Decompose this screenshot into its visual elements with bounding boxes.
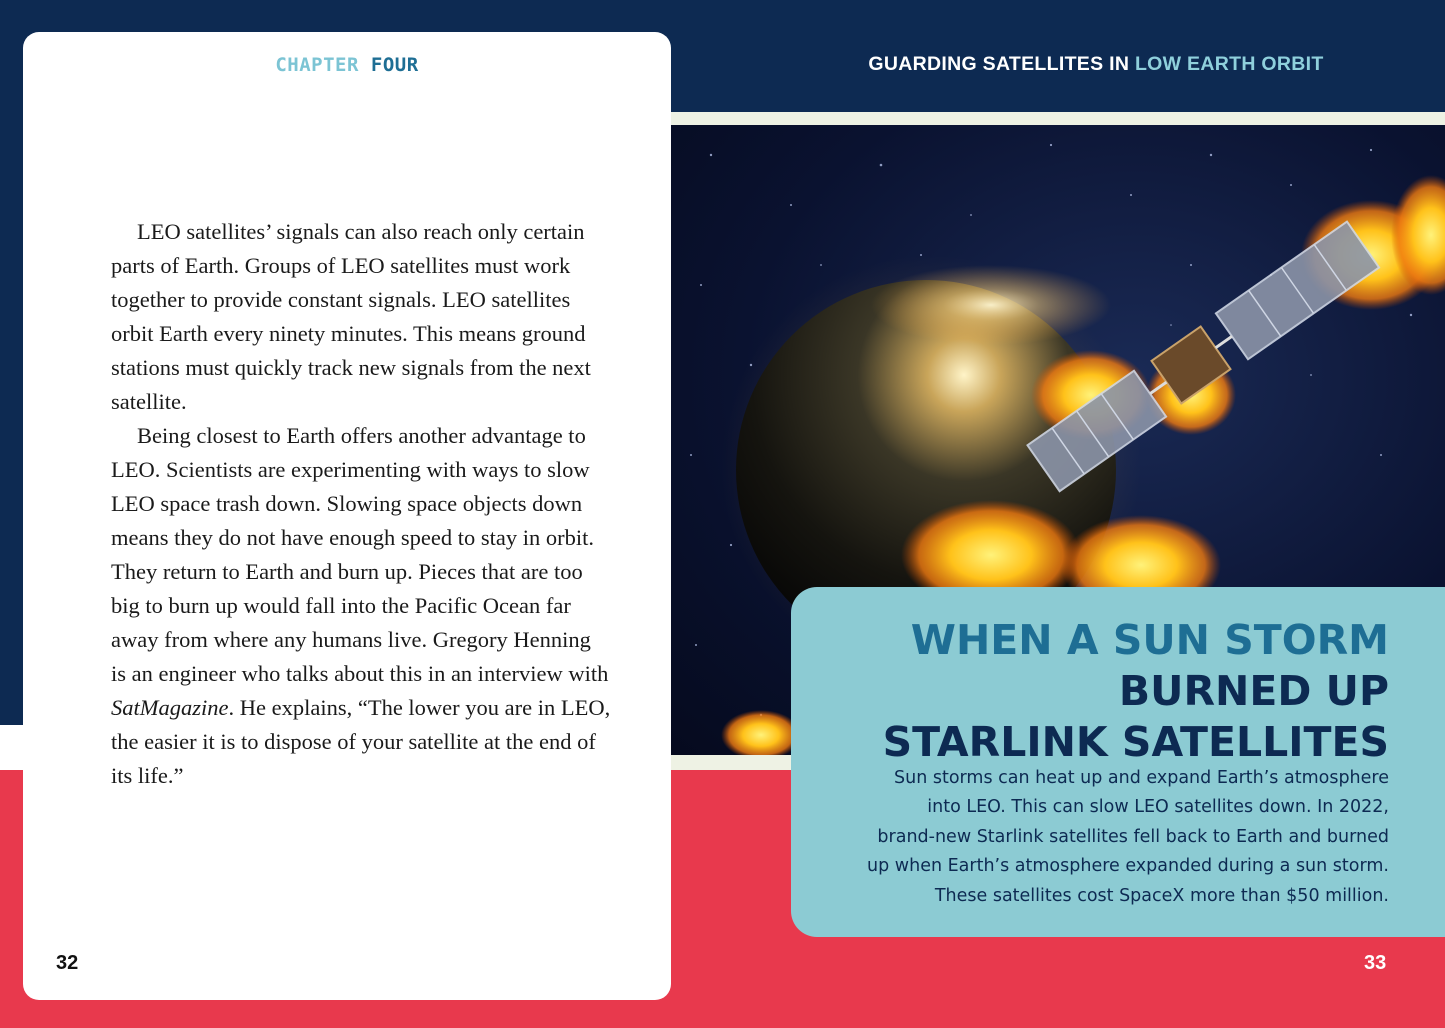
sidebar-title <box>883 615 1389 768</box>
sidebar-text-line: Sun storms can heat up and expand Earth’s atmosphere <box>894 768 1389 788</box>
left-page <box>23 32 671 1000</box>
running-head-prefix: GUARDING SATELLITES IN <box>868 53 1130 75</box>
sidebar-text-line: brand-new Starlink satellites fell back to Earth and burned <box>877 826 1389 847</box>
chapter-word: CHAPTER <box>275 54 359 76</box>
chapter-label <box>23 54 671 76</box>
page-number-left: 32 <box>56 952 79 974</box>
body-text <box>111 215 611 793</box>
chapter-number: FOUR <box>370 54 419 76</box>
paragraph-2 <box>111 419 611 793</box>
sidebar-title-line-3: STARLINK SATELLITES <box>882 718 1389 766</box>
sidebar-text-line: up when Earth’s atmosphere expanded during a sun storm. <box>867 856 1389 877</box>
page-number-right: 33 <box>1364 952 1387 974</box>
running-head <box>671 53 1445 76</box>
sunrise-glow <box>871 265 1111 345</box>
sidebar-box <box>791 587 1445 937</box>
sidebar-text-line: into LEO. This can slow LEO satellites down. In 2022, <box>927 797 1389 818</box>
paragraph-2-end: . He explains, “The lower you are in LEO, the easier it is to dispose of your satellite at the end of its life.” <box>111 695 611 788</box>
sidebar-text-line: These satellites cost SpaceX more than $50 million. <box>934 885 1389 906</box>
running-head-highlight: LOW EARTH ORBIT <box>1134 53 1324 75</box>
sidebar-text <box>829 764 1389 911</box>
magazine-title: SatMagazine <box>111 695 229 720</box>
paragraph-1: LEO satellites’ signals can also reach only certain parts of Earth. Groups of LEO satellites must work together to provide constant signals. LEO satellites orbit Earth every ninety minutes. This means ground stations must quickly track new signals from the next satellite. <box>111 219 591 414</box>
sidebar-title-line-1: WHEN A SUN STORM <box>910 616 1389 664</box>
paragraph-2-start: Being closest to Earth offers another advantage to LEO. Scientists are experimenting with ways to slow LEO space trash down. Slowing space objects down means they do not have enough speed to stay in orbit. They return to Earth and burn up. Pieces that are too big to burn up would fall into the Pacific Ocean far away from where any humans live. Gregory Henning is an engineer who talks about this in an interview with <box>111 423 609 686</box>
sidebar-title-line-2: BURNED UP <box>1118 667 1389 715</box>
